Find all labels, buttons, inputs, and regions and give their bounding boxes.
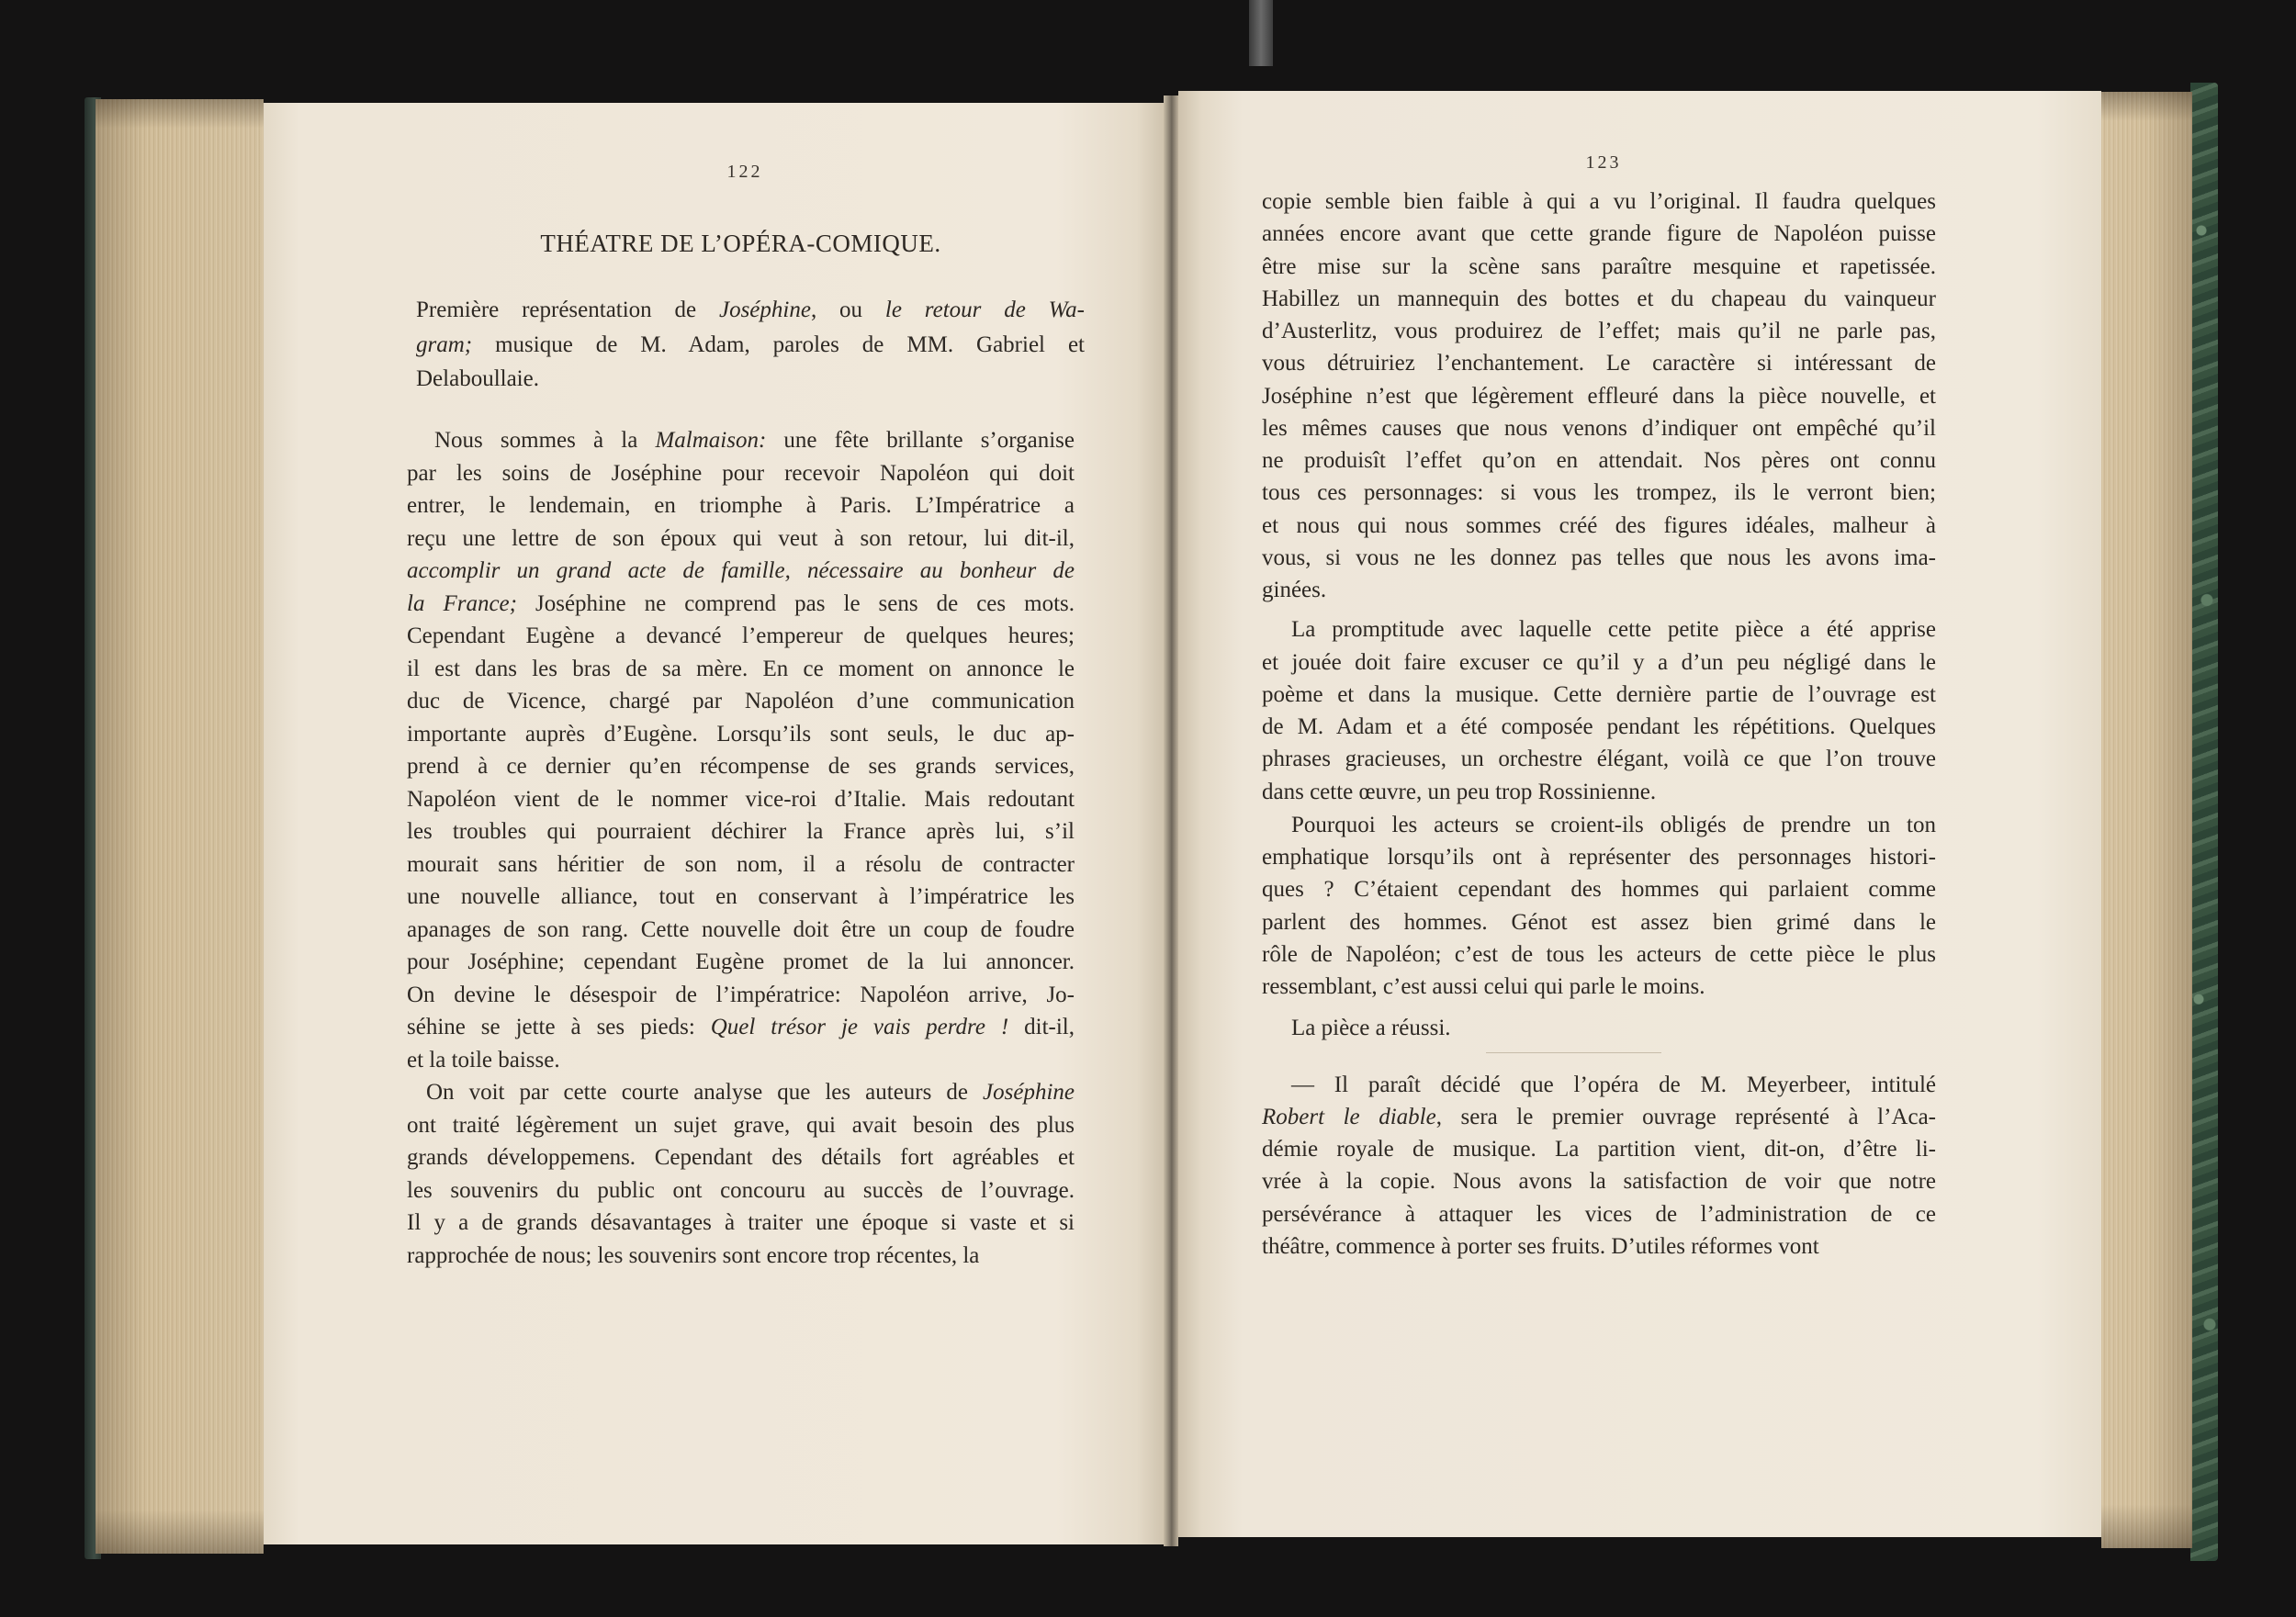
text-line <box>407 914 1075 947</box>
text-line <box>1262 873 1936 905</box>
text-line <box>407 1109 1075 1142</box>
text-run: théâtre, commence à porter ses fruits. D’utiles réformes vont <box>1262 1233 1819 1259</box>
text-line <box>1262 711 1936 743</box>
text-run: ne produisît l’effet qu’on en attendait. Nos pères ont connu <box>1262 448 1936 473</box>
text-line <box>1262 679 1936 711</box>
right-page <box>1178 91 2101 1537</box>
page-stack-right <box>2101 92 2192 1548</box>
text-line <box>1262 510 1936 542</box>
text-run: poème et dans la musique. Cette dernière partie de l’ouvrage est <box>1262 681 1936 707</box>
text-line <box>407 424 1075 457</box>
italic-text-run: gram; <box>416 331 473 357</box>
text-run: Joséphine ne comprend pas le sens de ces mots. <box>516 590 1075 616</box>
text-run: reçu une lettre de son époux qui veut à son retour, lui dit-il, <box>407 525 1075 551</box>
section-separator-rule <box>1486 1052 1661 1053</box>
text-run: musique de M. Adam, paroles de MM. Gabriel et <box>472 331 1085 357</box>
text-run: séhine se jette à ses pieds: <box>407 1015 711 1039</box>
text-line <box>407 750 1075 783</box>
text-run: par les soins de Joséphine pour recevoir Napoléon qui doit <box>407 460 1075 486</box>
text-run: grands développemens. Cependant des détails fort agréables et <box>407 1145 1075 1170</box>
paragraph <box>407 1076 1075 1272</box>
text-run: Habillez un mannequin des bottes et du chapeau du vainqueur <box>1262 286 1936 311</box>
text-run: emphatique lorsqu’ils ont à représenter des personnages histori- <box>1262 845 1936 870</box>
text-run: ressemblant, c’est aussi celui qui parle le moins. <box>1262 974 1705 999</box>
book-cover-right-edge <box>2190 83 2218 1561</box>
text-line <box>407 979 1075 1012</box>
paragraph <box>1262 809 1936 1004</box>
text-line <box>1262 283 1936 315</box>
text-line <box>407 946 1075 979</box>
text-run: rapprochée de nous; les souvenirs sont encore trop récentes, la <box>407 1242 980 1268</box>
text-run: et la toile baisse. <box>407 1047 560 1072</box>
scanner-background-strip <box>1249 0 1273 66</box>
text-run: de M. Adam et a été composée pendant les répétitions. Quelques <box>1262 714 1936 739</box>
text-line <box>407 1044 1075 1077</box>
text-run: — Il paraît décidé que l’opéra de M. Meyerbeer, intitulé <box>1291 1072 1936 1097</box>
text-line <box>407 1076 1075 1109</box>
text-run: années encore avant que cette grande figure de Napoléon puisse <box>1262 221 1936 247</box>
text-line <box>1262 809 1936 841</box>
text-line <box>1262 1165 1936 1197</box>
text-run: apanages de son rang. Cette nouvelle doit être un coup de foudre <box>407 916 1075 942</box>
text-line <box>407 653 1075 686</box>
text-line <box>407 1207 1075 1240</box>
text-run: On voit par cette courte analyse que les auteurs de <box>426 1080 984 1105</box>
text-line <box>1262 380 1936 412</box>
text-run: il est dans les bras de sa mère. En ce moment on annonce le <box>407 656 1075 681</box>
text-run: tous ces personnages: si vous les trompez, ils le verront bien; <box>1262 480 1936 506</box>
text-line <box>407 1240 1075 1273</box>
text-line <box>1262 574 1936 606</box>
text-run: dans cette œuvre, un peu trop Rossinienne. <box>1262 779 1657 804</box>
text-run: duc de Vicence, chargé par Napoléon d’une communication <box>407 689 1075 713</box>
text-line <box>1262 347 1936 379</box>
text-line <box>1262 1230 1936 1263</box>
text-line <box>1262 1198 1936 1230</box>
text-run: pour Joséphine; cependant Eugène promet de la lui annoncer. <box>407 949 1075 974</box>
paragraph <box>407 424 1075 1076</box>
text-line <box>1262 1101 1936 1133</box>
page-number: 122 <box>726 162 763 182</box>
text-line <box>1262 646 1936 679</box>
italic-text-run: Quel trésor je vais perdre ! <box>710 1015 1009 1039</box>
text-run: être mise sur la scène sans paraître mesquine et rapetissée. <box>1262 253 1936 279</box>
text-run: La promptitude avec laquelle cette petite pièce a été apprise <box>1291 617 1936 643</box>
text-run: vrée à la copie. Nous avons la satisfaction de voir que notre <box>1262 1169 1936 1195</box>
text-run: phrases gracieuses, un orchestre élégant, voilà ce que l’on trouve <box>1262 747 1936 772</box>
text-line <box>407 489 1075 522</box>
text-line <box>1262 315 1936 347</box>
italic-text-run: Robert le diable <box>1262 1104 1436 1129</box>
text-run: et nous qui nous sommes créé des figures idéales, malheur à <box>1262 512 1936 538</box>
text-line <box>1262 971 1936 1003</box>
text-run: et jouée doit faire excuser ce qu’il y a d’un peu négligé dans le <box>1262 649 1936 675</box>
text-run: démie royale de musique. La partition vient, dit-on, d’être li- <box>1262 1137 1936 1162</box>
text-line <box>1262 412 1936 444</box>
text-line <box>407 1174 1075 1207</box>
text-line <box>1262 1069 1936 1101</box>
text-line <box>407 522 1075 556</box>
text-line <box>1262 218 1936 250</box>
text-run: dit-il, <box>1008 1015 1075 1039</box>
text-run: importante auprès d’Eugène. Lorsqu’ils sont seuls, le duc ap- <box>407 721 1075 747</box>
text-line <box>407 685 1075 718</box>
text-run: entrer, le lendemain, en triomphe à Paris. L’Impératrice a <box>407 493 1075 518</box>
text-run: Pourquoi les acteurs se croient-ils obligés de prendre un ton <box>1291 812 1936 837</box>
text-line <box>416 293 1085 328</box>
italic-text-run: accomplir un grand acte de famille, nécessaire au bonheur de <box>407 558 1075 583</box>
italic-text-run: Joséphine <box>718 298 811 322</box>
text-column <box>1262 185 1936 1263</box>
text-run: Cependant Eugène a devancé l’empereur de quelques heures; <box>407 623 1075 648</box>
text-run: copie semble bien faible à qui a vu l’original. Il faudra quelques <box>1262 189 1936 214</box>
text-run: Nous sommes à la <box>434 428 656 453</box>
page-number: 123 <box>1585 152 1622 173</box>
text-run: vous détruiriez l’enchantement. Le caractère si intéressant de <box>1262 351 1936 376</box>
text-run: parlent des hommes. Génot est assez bien grimé dans le <box>1262 909 1936 935</box>
text-run: persévérance à attaquer les vices de l’administration de ce <box>1262 1201 1936 1227</box>
text-line <box>407 555 1075 588</box>
text-line <box>1262 477 1936 509</box>
text-run: une fête brillante s’organise <box>766 428 1075 453</box>
section-title: THÉATRE DE L’OPÉRA-COMIQUE. <box>540 230 941 257</box>
text-line <box>1262 1133 1936 1165</box>
text-run: rôle de Napoléon; c’est de tous les acteurs de cette pièce le plus <box>1262 941 1936 967</box>
italic-text-run: Malmaison: <box>655 428 767 453</box>
text-run: vous, si vous ne les donnez pas telles que nous les avons ima- <box>1262 545 1936 570</box>
text-line <box>1262 841 1936 873</box>
left-page <box>264 103 1164 1544</box>
text-line <box>1262 542 1936 574</box>
text-run: ginées. <box>1262 578 1327 602</box>
text-run: les souvenirs du public ont concouru au succès de l’ouvrage. <box>407 1177 1075 1203</box>
text-line <box>407 1011 1075 1044</box>
text-run: ques ? C’étaient cependant des hommes qui parlaient comme <box>1262 877 1936 903</box>
text-line <box>1262 776 1936 808</box>
text-run: Delaboullaie. <box>416 366 539 391</box>
paragraph <box>1262 185 1936 606</box>
text-run: les troubles qui pourraient déchirer la France après lui, s’il <box>407 819 1075 844</box>
text-line <box>1262 444 1936 477</box>
text-line <box>1262 251 1936 283</box>
text-line <box>1262 613 1936 646</box>
italic-text-run: le retour de Wa- <box>884 298 1086 322</box>
text-line <box>407 457 1075 490</box>
text-line <box>1262 938 1936 971</box>
text-run: une nouvelle alliance, tout en conservant à l’impératrice les <box>407 884 1075 909</box>
text-line <box>1262 743 1936 775</box>
text-line <box>407 783 1075 816</box>
text-line <box>407 1141 1075 1174</box>
paragraph <box>1262 1069 1936 1263</box>
text-run: , ou <box>810 298 885 322</box>
text-line <box>407 588 1075 621</box>
text-run: La pièce a réussi. <box>1291 1016 1451 1041</box>
text-line <box>407 848 1075 881</box>
text-run: d’Austerlitz, vous produirez de l’effet; mais qu’il ne parle pas, <box>1262 319 1936 343</box>
book-gutter <box>1164 95 1178 1546</box>
paragraph <box>1262 613 1936 808</box>
text-line <box>416 362 1085 397</box>
text-run: Joséphine n’est que légèrement effleuré dans la pièce nouvelle, et <box>1262 383 1936 409</box>
text-run: Napoléon vient de le nommer vice-roi d’Italie. Mais redoutant <box>407 786 1075 812</box>
text-line <box>1262 906 1936 938</box>
text-run: ont traité légèrement un sujet grave, qui avait besoin des plus <box>407 1112 1075 1138</box>
text-run: , sera le premier ouvrage représenté à l’Aca- <box>1435 1104 1936 1129</box>
text-line <box>416 328 1085 363</box>
paragraph <box>1262 1012 1936 1044</box>
text-line <box>407 620 1075 653</box>
text-run: les mêmes causes que nous venons d’indiquer ont empêché qu’il <box>1262 415 1936 441</box>
text-line <box>407 718 1075 751</box>
italic-text-run: la France; <box>407 590 517 616</box>
text-line <box>407 815 1075 848</box>
text-run: Il y a de grands désavantages à traiter une époque si vaste et si <box>407 1210 1075 1235</box>
text-line <box>1262 1012 1936 1044</box>
text-line <box>1262 185 1936 218</box>
text-run: prend à ce dernier qu’en récompense de ses grands services, <box>407 754 1075 779</box>
text-line <box>407 881 1075 914</box>
italic-text-run: Joséphine <box>983 1080 1075 1105</box>
text-run: On devine le désespoir de l’impératrice: Napoléon arrive, Jo- <box>407 982 1075 1007</box>
text-run: Première représentation de <box>416 298 719 322</box>
page-stack-left <box>96 99 264 1554</box>
text-run: mourait sans héritier de son nom, il a résolu de contracter <box>407 851 1075 877</box>
paragraph <box>416 293 1085 397</box>
text-column <box>407 293 1086 1272</box>
